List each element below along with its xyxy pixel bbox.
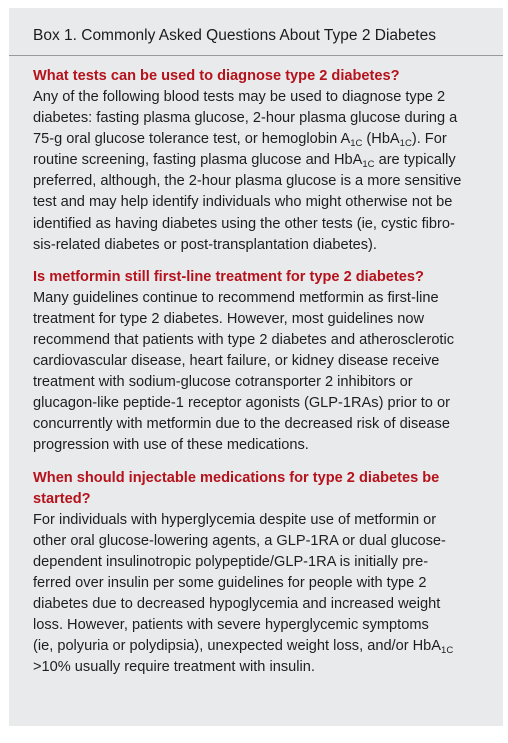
subscript: 1C xyxy=(362,159,375,171)
answer-line: treatment for type 2 diabetes. However, most guidelines now xyxy=(33,310,424,327)
answer-line: sis-related diabetes or post-transplantation diabetes). xyxy=(33,236,377,253)
qa-list xyxy=(33,66,481,678)
subscript: 1C xyxy=(399,138,412,150)
qa-item xyxy=(33,468,481,679)
answer-line: diabetes due to decreased hypoglycemia and increased weight xyxy=(33,595,441,612)
qa-item xyxy=(33,267,481,457)
qa-item xyxy=(33,66,481,256)
answer-line: 75-g oral glucose tolerance test, or hemoglobin $A_{1C}$ (HbA$_{1C}$). For xyxy=(33,131,447,150)
answer-line: routine screening, fasting plasma glucose and HbA$_{1C}$ are typically xyxy=(33,152,456,171)
answer-line: concurrently with metformin due to the decreased risk of disease xyxy=(33,416,450,433)
answer-line: loss. However, patients with severe hyperglycemic symptoms xyxy=(33,616,429,633)
info-box xyxy=(9,8,503,726)
answer-line: (ie, polyuria or polydipsia), unexpected weight loss, and/or HbA$_{1C}$ xyxy=(33,638,454,657)
answer-text xyxy=(33,288,481,457)
answer-line: identified as having diabetes using the other tests (ie, cystic fibro- xyxy=(33,215,455,232)
answer-line: diabetes: fasting plasma glucose, 2-hour plasma glucose during a xyxy=(33,110,458,127)
answer-text xyxy=(33,87,481,256)
box-title: Box 1. Commonly Asked Questions About Type 2 Diabetes xyxy=(33,27,436,44)
subscript: 1C xyxy=(350,138,363,150)
answer-line: preferred, although, the 2-hour plasma glucose is a more sensitive xyxy=(33,173,462,190)
title-divider xyxy=(9,55,503,56)
answer-line: test and may help identify individuals who might otherwise not be xyxy=(33,194,453,211)
question-heading: When should injectable medications for type 2 diabetes be started? xyxy=(33,469,440,507)
question-heading: Is metformin still first-line treatment for type 2 diabetes? xyxy=(33,268,424,285)
answer-line: recommend that patients with type 2 diabetes and atherosclerotic xyxy=(33,331,455,348)
answer-line: progression with use of these medications. xyxy=(33,437,309,454)
answer-line: Many guidelines continue to recommend metformin as first-line xyxy=(33,289,439,306)
subscript: 1C xyxy=(441,645,454,657)
answer-text xyxy=(33,510,481,679)
answer-line: >10% usually require treatment with insulin. xyxy=(33,659,315,676)
answer-line: treatment with sodium-glucose cotransporter 2 inhibitors or xyxy=(33,374,413,391)
answer-line: Any of the following blood tests may be used to diagnose type 2 xyxy=(33,89,446,105)
answer-line: glucagon-like peptide-1 receptor agonists (GLP-1RAs) prior to or xyxy=(33,395,450,412)
answer-line: dependent insulinotropic polypeptide/GLP-1RA is initially pre- xyxy=(33,553,429,570)
answer-line: ferred over insulin per some guidelines for people with type 2 xyxy=(33,574,427,591)
answer-line: For individuals with hyperglycemia despite use of metformin or xyxy=(33,511,437,528)
question-heading: What tests can be used to diagnose type 2 diabetes? xyxy=(33,68,400,84)
answer-line: cardiovascular disease, heart failure, or kidney disease receive xyxy=(33,353,440,370)
answer-line: other oral glucose-lowering agents, a GLP-1RA or dual glucose- xyxy=(33,532,446,549)
